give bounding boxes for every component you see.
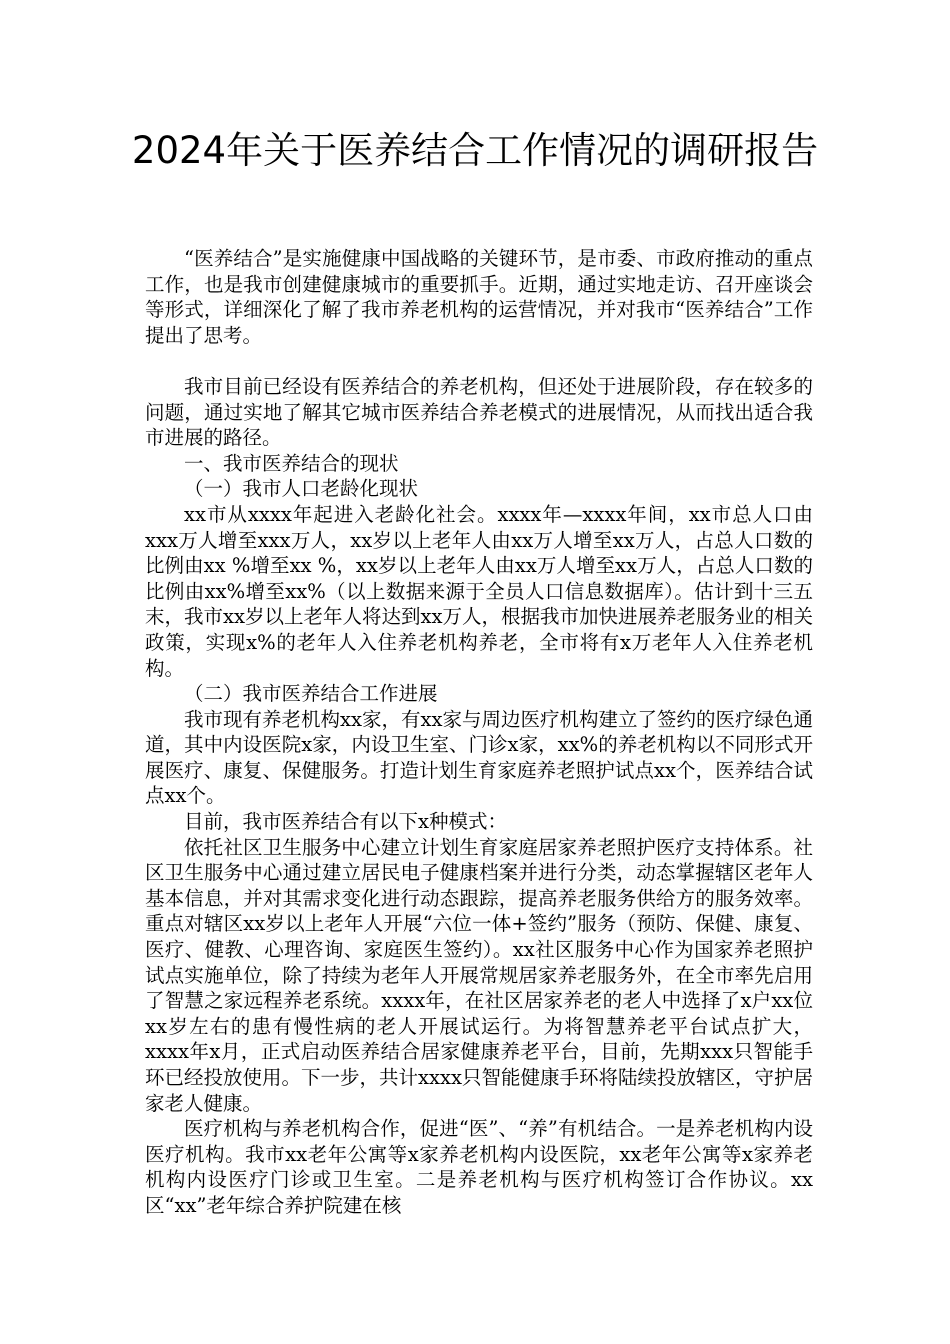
paragraph-aging-status: xx市从xxxx年起进入老龄化社会。xxxx年—xxxx年间，xx市总人口由xxx万人增至xxx万人，xx岁以上老年人由xx万人增至xx万人，占总人口数的比例由xx %增至xx %，xx岁以上老年人由xx万人增至xx万人，占总人口数的比例由xx%增至xx%（以上数据来源于全员人口信息数据库）。估计到十三五末，我市xx岁以上老年人将达到xx万人，根据我市加快进展养老服务业的相关政策，实现x%的老年人入住养老机构养老，全市将有x万老年人入住养老机构。 bbox=[145, 502, 813, 680]
subsection-heading: （一）我市人口老龄化现状 bbox=[184, 477, 419, 501]
paragraph-community-mode: 依托社区卫生服务中心建立计划生育家庭居家养老照护医疗支持体系。社区卫生服务中心通过建立居民电子健康档案并进行分类，动态掌握辖区老年人基本信息，并对其需求变化进行动态跟踪，提高养老服务供给方的服务效率。重点对辖区xx岁以上老年人开展“六位一体+签约”服务（预防、保健、康复、医疗、健教、心理咨询、家庭医生签约）。xx社区服务中心作为国家养老照护试点实施单位，除了持续为老年人开展常规居家养老服务外，在全市率先启用了智慧之家远程养老系统。xxxx年，在社区居家养老的老人中选择了x户xx位xx岁左右的患有慢性病的老人开展试运行。为将智慧养老平台试点扩大，xxxx年x月，正式启动医养结合居家健康养老平台，目前，先期xxx只智能手环已经投放使用。下一步，共计xxxx只智能健康手环将陆续投放辖区，守护居家老人健康。 bbox=[145, 835, 813, 1115]
paragraph-progress: 我市现有养老机构xx家，有xx家与周边医疗机构建立了签约的医疗绿色通道，其中内设医院x家，内设卫生室、门诊x家，xx%的养老机构以不同形式开展医疗、康复、保健服务。打造计划生育家庭养老照护试点xx个，医养结合试点xx个。 bbox=[145, 707, 813, 808]
document-title: 2024年关于医养结合工作情况的调研报告 bbox=[131, 129, 819, 172]
paragraph-intro: “医养结合”是实施健康中国战略的关键环节，是市委、市政府推动的重点工作，也是我市创建健康城市的重要抓手。近期，通过实地走访、召开座谈会等形式，详细深化了解了我市养老机构的运营情况，并对我市“医养结合”工作提出了思考。 bbox=[145, 247, 813, 347]
subsection-heading: （二）我市医养结合工作进展 bbox=[184, 682, 438, 706]
paragraph-spacer bbox=[145, 348, 813, 374]
document-body bbox=[145, 246, 813, 1219]
paragraph-overview: 我市目前已经设有医养结合的养老机构，但还处于进展阶段，存在较多的问题，通过实地了解其它城市医养结合养老模式的进展情况，从而找出适合我市进展的路径。 bbox=[145, 374, 813, 450]
paragraph-modes-intro: 目前，我市医养结合有以下x种模式： bbox=[184, 810, 507, 834]
section-heading: 一、我市医养结合的现状 bbox=[184, 451, 399, 475]
paragraph-cooperation-mode: 医疗机构与养老机构合作，促进“医”、“养”有机结合。一是养老机构内设医疗机构。我市xx老年公寓等x家养老机构内设医院，xx老年公寓等x家养老机构内设医疗门诊或卫生室。二是养老机构与医疗机构签订合作协议。xx区“xx”老年综合养护院建在核 bbox=[145, 1117, 813, 1217]
